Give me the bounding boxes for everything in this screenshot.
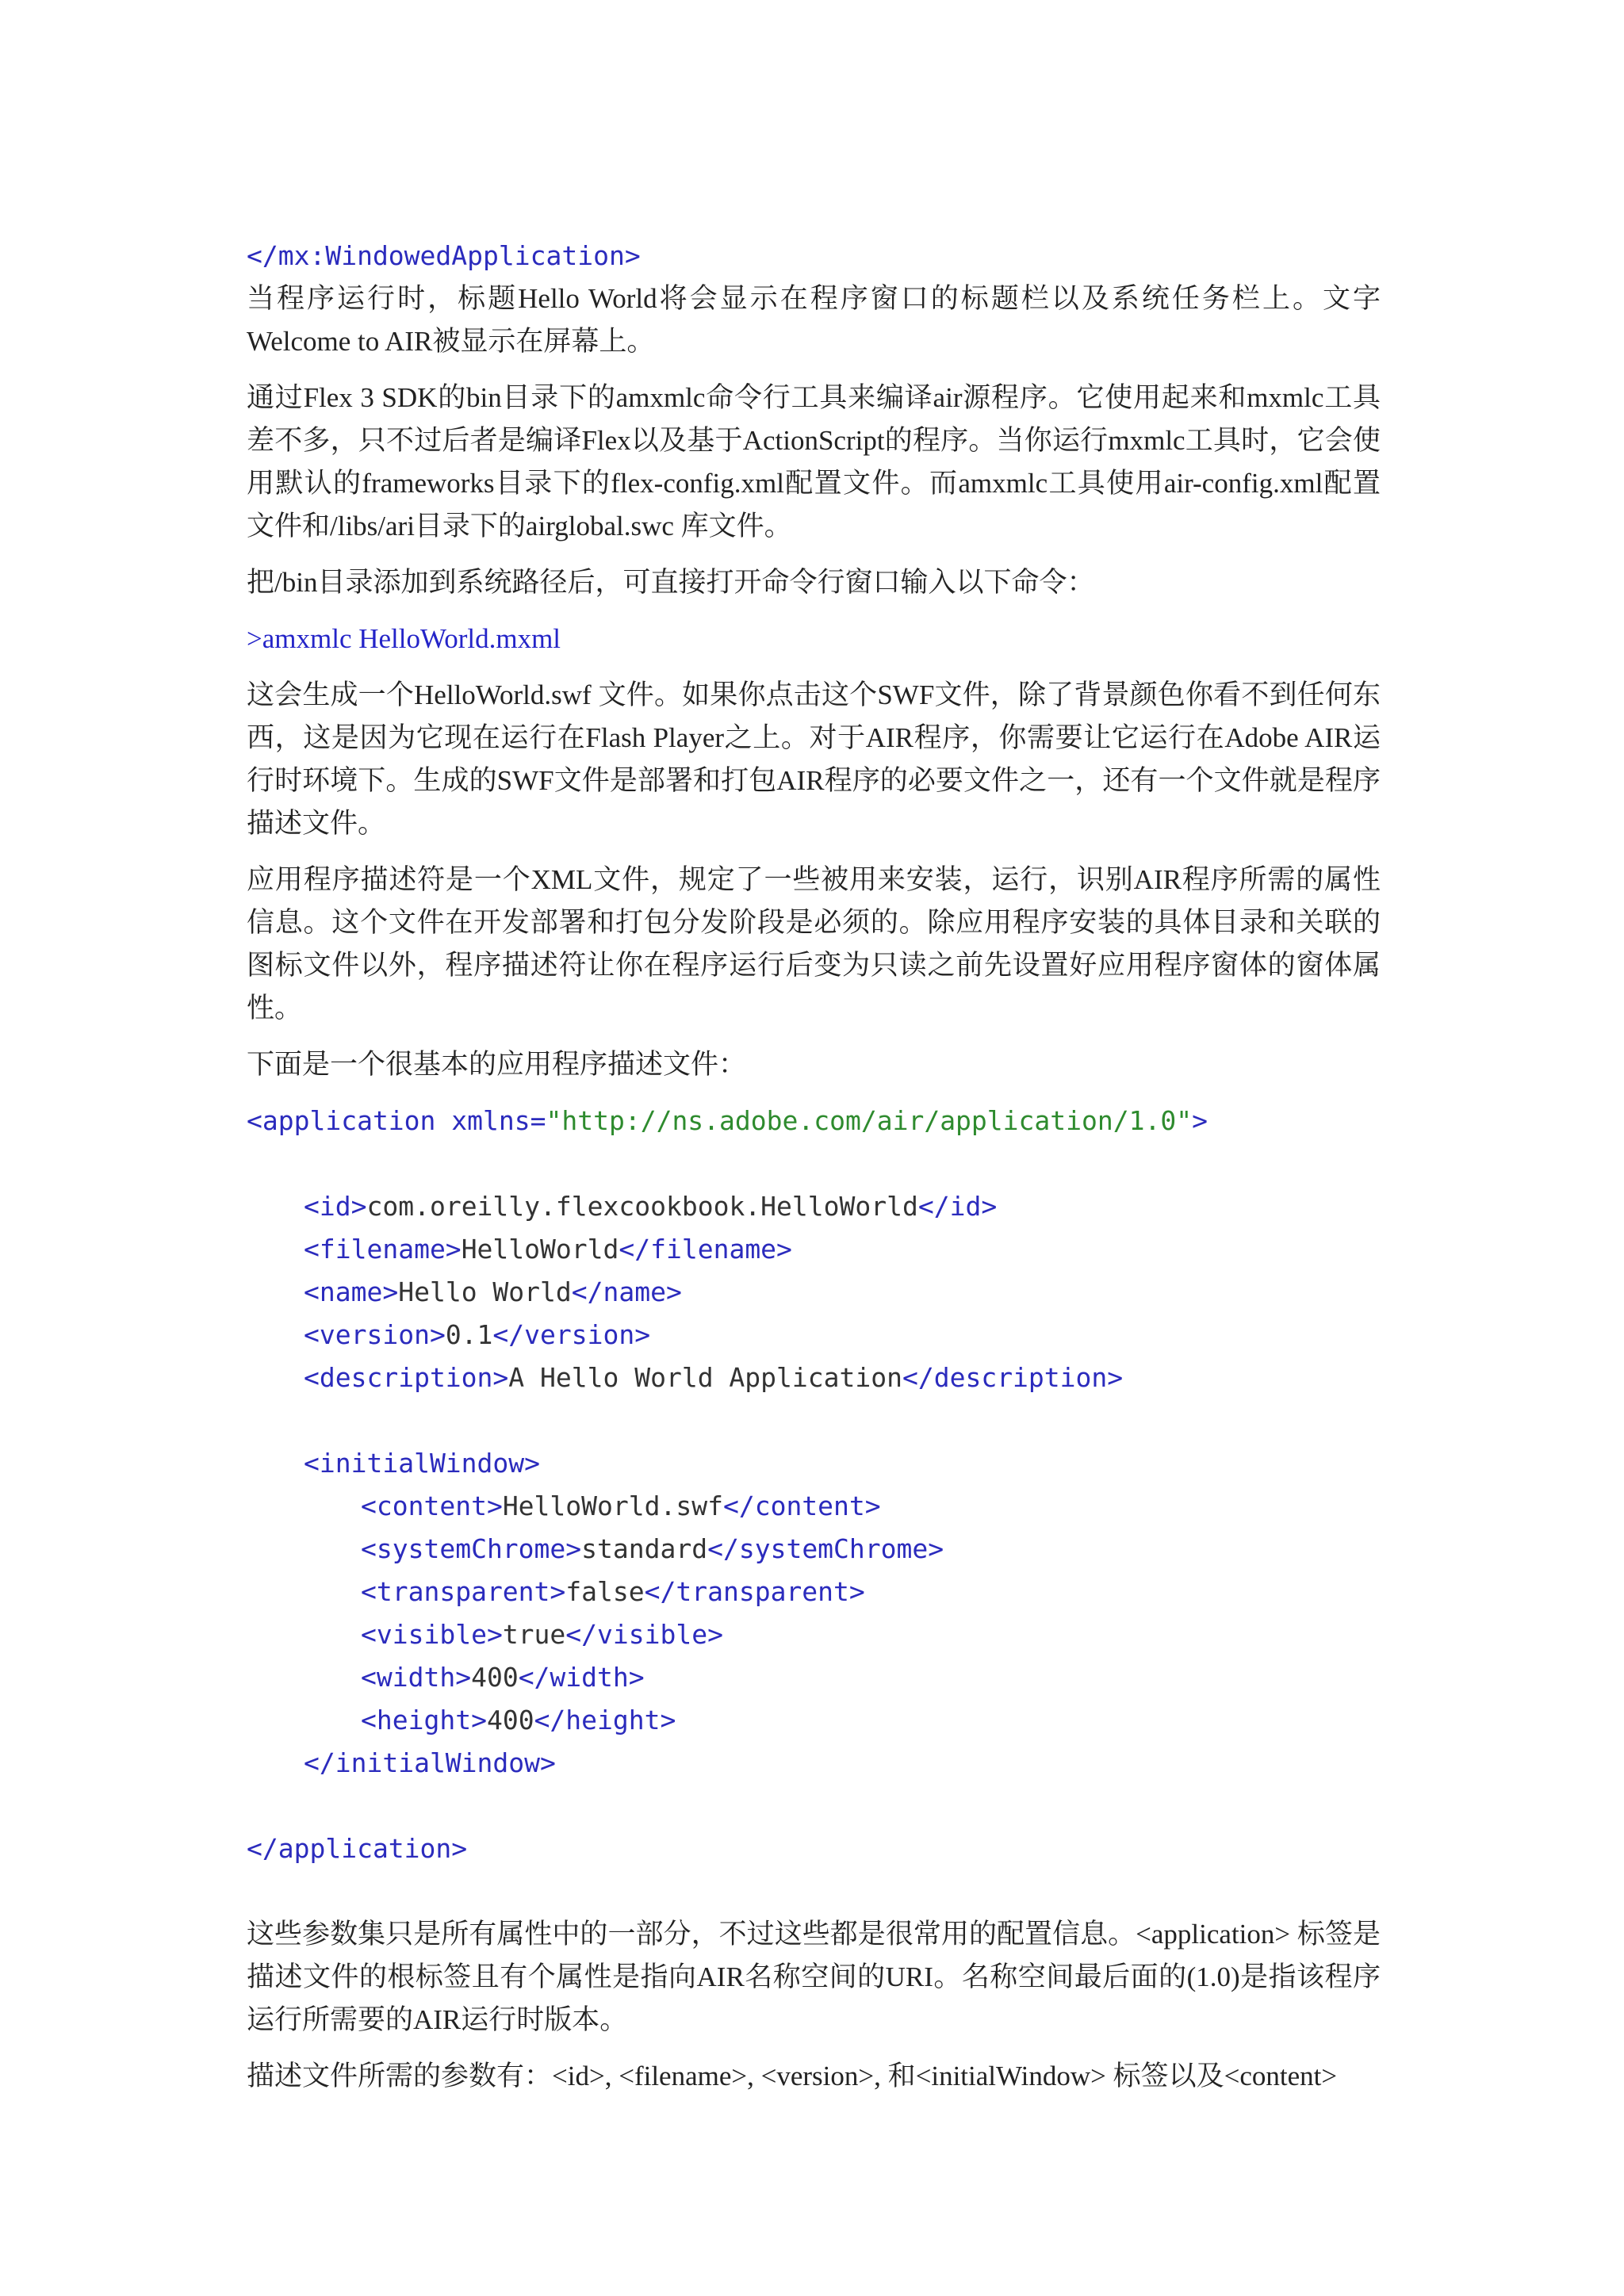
code-tag: <application xmlns= <box>247 1105 546 1136</box>
code-line <box>247 1656 1381 1699</box>
code-value: 400 <box>486 1705 534 1735</box>
code-value: 0.1 <box>445 1319 493 1350</box>
code-tag: <systemChrome> <box>361 1533 582 1564</box>
code-tag: > <box>1192 1105 1208 1136</box>
code-tag: <filename> <box>304 1234 462 1265</box>
code-blank-line <box>247 1870 1381 1913</box>
code-tag: </visible> <box>565 1619 723 1650</box>
code-value: 400 <box>471 1662 519 1693</box>
paragraph: 应用程序描述符是一个XML文件，规定了一些被用来安装，运行，识别AIR程序所需的属性信息。这个文件在开发部署和打包分发阶段是必须的。除应用程序安装的具体目录和关联的图标文件以外，程序描述符让你在程序运行后变为只读之前先设置好应用程序窗体的窗体属性。 <box>247 864 1381 1024</box>
code-tag: <description> <box>304 1362 509 1393</box>
code-string: "http://ns.adobe.com/air/application/1.0" <box>546 1105 1193 1136</box>
code-tag: </systemChrome> <box>707 1533 944 1564</box>
paragraph: 下面是一个很基本的应用程序描述文件： <box>247 1049 747 1080</box>
code-line <box>247 1185 1381 1228</box>
code-blank-line <box>247 1785 1381 1827</box>
paragraph: 把/bin目录添加到系统路径后，可直接打开命令行窗口输入以下命令： <box>247 567 1095 598</box>
code-value: standard <box>581 1533 708 1564</box>
code-value: A Hello World Application <box>508 1362 902 1393</box>
command-line: >amxmlc HelloWorld.mxml <box>247 623 561 654</box>
code-value: Hello World <box>398 1276 572 1307</box>
code-value: false <box>565 1576 645 1607</box>
code-tag: <version> <box>304 1319 446 1350</box>
code-tag: </name> <box>571 1276 682 1307</box>
paragraph: 描述文件所需的参数有：<id>, <filename>, <version>, 和<initialWindow> 标签以及<content> <box>247 2061 1338 2091</box>
code-tag: </filename> <box>619 1234 792 1265</box>
paragraph: 这些参数集只是所有属性中的一部分，不过这些都是很常用的配置信息。<application> 标签是描述文件的根标签且有个属性是指向AIR名称空间的URI。名称空间最后面的(1.0)是指该程序运行所需要的AIR运行时版本。 <box>247 1919 1381 2035</box>
paragraph: 当程序运行时，标题Hello World将会显示在程序窗口的标题栏以及系统任务栏上。文字Welcome to AIR被显示在屏幕上。 <box>247 283 1381 357</box>
code-line <box>247 1571 1381 1613</box>
code-blank-line <box>247 1142 1381 1185</box>
code-tag: </content> <box>722 1490 881 1521</box>
code-tag: </id> <box>917 1191 998 1222</box>
code-line <box>247 1357 1381 1399</box>
code-tag: <transparent> <box>361 1576 566 1607</box>
code-block <box>247 1100 1381 1913</box>
code-value: true <box>502 1619 566 1650</box>
paragraph: 这会生成一个HelloWorld.swf 文件。如果你点击这个SWF文件，除了背景颜色你看不到任何东西，这是因为它现在运行在Flash Player之上。对于AIR程序，你需要让它运行在Adobe AIR运行时环境下。生成的SWF文件是部署和打包AIR程序的必要文件之一，还有一个文件就是程序描述文件。 <box>247 679 1381 839</box>
code-line-application-open <box>247 1100 1381 1142</box>
code-line-window-open: <initialWindow> <box>304 1448 541 1479</box>
code-line <box>247 1271 1381 1314</box>
code-line <box>247 1699 1381 1742</box>
code-line <box>247 1613 1381 1656</box>
code-line <box>247 1528 1381 1571</box>
document-body <box>247 235 1381 2111</box>
code-tag: </version> <box>492 1319 651 1350</box>
code-tag: <height> <box>361 1705 487 1735</box>
code-value: HelloWorld.swf <box>502 1490 723 1521</box>
code-tag: <name> <box>304 1276 399 1307</box>
code-line-application-close: </application> <box>247 1833 468 1864</box>
code-line <box>247 1314 1381 1357</box>
code-tag: </height> <box>534 1705 676 1735</box>
code-line <box>247 1228 1381 1271</box>
code-tag: <id> <box>304 1191 367 1222</box>
code-blank-line <box>247 1399 1381 1442</box>
code-value: HelloWorld <box>461 1234 619 1265</box>
code-line <box>247 1485 1381 1528</box>
code-tag: <content> <box>361 1490 503 1521</box>
paragraph: 通过Flex 3 SDK的bin目录下的amxmlc命令行工具来编译air源程序。它使用起来和mxmlc工具差不多，只不过后者是编译Flex以及基于ActionScript的程序。当你运行mxmlc工具时，它会使用默认的frameworks目录下的flex-config.xml配置文件。而amxmlc工具使用air-config.xml配置文件和/libs/ari目录下的airglobal.swc 库文件。 <box>247 382 1381 541</box>
code-tag: </width> <box>518 1662 645 1693</box>
code-tag: </transparent> <box>644 1576 865 1607</box>
closing-tag-line: </mx:WindowedApplication> <box>247 240 641 271</box>
code-value: com.oreilly.flexcookbook.HelloWorld <box>366 1191 918 1222</box>
code-tag: <visible> <box>361 1619 503 1650</box>
code-tag: <width> <box>361 1662 472 1693</box>
code-line-window-close: </initialWindow> <box>304 1747 556 1778</box>
code-tag: </description> <box>902 1362 1124 1393</box>
